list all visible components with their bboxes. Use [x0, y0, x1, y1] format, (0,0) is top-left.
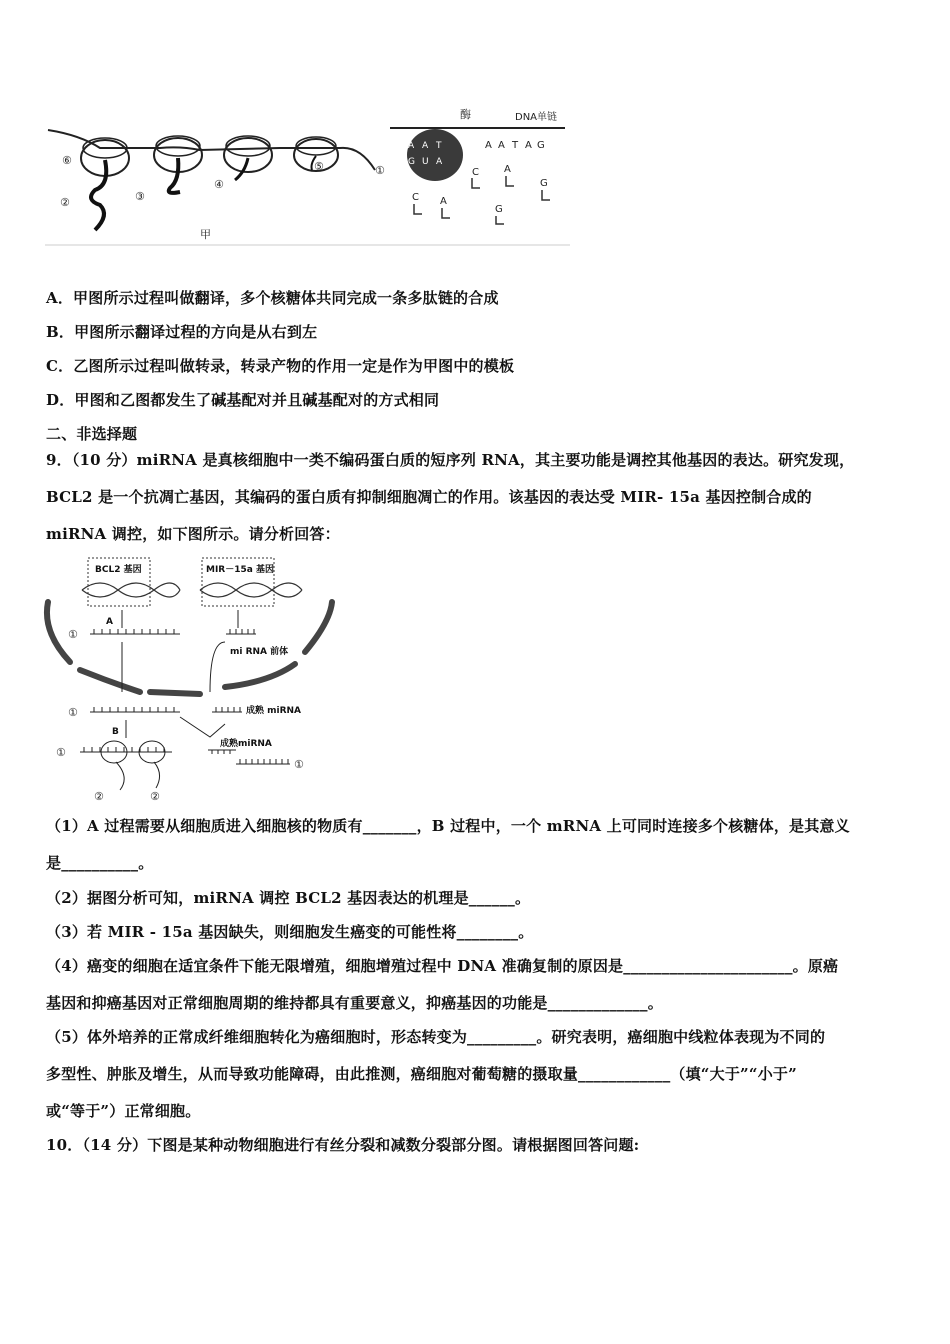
sub-q1-line-2: 是__________。 — [46, 854, 154, 872]
option-b: B．甲图所示翻译过程的方向是从右到左 — [46, 323, 318, 341]
marker-3: ③ — [135, 190, 145, 203]
svg-text:A: A — [408, 141, 415, 151]
sub-q3: （3）若 MIR - 15a 基因缺失，则细胞发生癌变的可能性将________。 — [46, 923, 534, 941]
svg-text:G: G — [408, 157, 415, 167]
ribosome-3 — [224, 136, 272, 172]
sub-q1-line-1: （1）A 过程需要从细胞质进入细胞核的物质有_______，B 过程中，一个 mRNA 上可同时连接多个核糖体，是其意义 — [46, 817, 850, 835]
bcl2-gene-label: BCL2 基因 — [95, 565, 142, 575]
dna-base-row — [485, 140, 545, 151]
mature-mirna-label-2: 成熟miRNA — [220, 739, 272, 749]
svg-text:A: A — [440, 196, 447, 207]
sub-q2: （2）据图分析可知，miRNA 调控 BCL2 基因表达的机理是______。 — [46, 889, 531, 907]
mir15a-gene-label: MIR－15a 基因 — [206, 565, 274, 575]
peptide-chain-2 — [169, 158, 180, 193]
svg-text:A: A — [504, 164, 511, 175]
svg-text:T: T — [512, 140, 519, 151]
sub-q5-line-1: （5）体外培养的正常成纤维细胞转化为癌细胞时，形态转变为_________。研究表明，癌细胞中线粒体表现为不同的 — [46, 1028, 826, 1046]
svg-text:G: G — [537, 140, 545, 151]
option-a: A．甲图所示过程叫做翻译，多个核糖体共同完成一条多肽链的合成 — [46, 289, 499, 307]
marker-1b: ① — [68, 706, 78, 719]
marker-1d: ① — [294, 758, 304, 771]
sub-q5-line-2: 多型性、肿胀及增生，从而导致功能障碍，由此推测，癌细胞对葡萄糖的摄取量____________（填“大于”“小于” — [46, 1065, 797, 1083]
sub-q4-line-1: （4）癌变的细胞在适宜条件下能无限增殖，细胞增殖过程中 DNA 准确复制的原因是______________________。原癌 — [46, 957, 839, 975]
peptide-chain-3 — [235, 158, 248, 180]
option-c: C．乙图所示过程叫做转录，转录产物的作用一定是作为甲图中的模板 — [46, 357, 515, 375]
sub-q4-line-2: 基因和抑癌基因对正常细胞周期的维持都具有重要意义，抑癌基因的功能是_____________。 — [46, 994, 663, 1012]
q9-line-1: 9．（10 分）miRNA 是真核细胞中一类不编码蛋白质的短序列 RNA，其主要功能是调控其他基因的表达。研究发现， — [46, 451, 855, 469]
svg-text:U: U — [422, 157, 429, 167]
svg-text:A: A — [422, 141, 429, 151]
figure-translation-transcription — [40, 100, 580, 250]
label-jia: 甲 — [200, 228, 211, 241]
marker-2b: ② — [150, 790, 160, 803]
mature-mirna-label-1: 成熟 miRNA — [246, 706, 302, 716]
svg-text:A: A — [498, 140, 505, 151]
mir-helix — [200, 583, 302, 597]
svg-text:G: G — [495, 204, 503, 215]
section-title: 二、非选择题 — [46, 425, 138, 443]
enzyme-blob — [407, 129, 463, 181]
bcl2-helix — [82, 583, 180, 597]
figure-mirna-regulation — [40, 552, 340, 804]
svg-text:C: C — [472, 167, 479, 178]
svg-text:G: G — [540, 178, 548, 189]
marker-1: ① — [375, 164, 385, 177]
enzyme-label: 酶 — [460, 108, 471, 121]
sub-q5-line-3: 或“等于”）正常细胞。 — [46, 1102, 201, 1120]
svg-text:A: A — [485, 140, 492, 151]
q9-line-2: BCL2 是一个抗凋亡基因，其编码的蛋白质有抑制细胞凋亡的作用。该基因的表达受 MIR- 15a 基因控制合成的 — [46, 488, 812, 506]
q10-text: 10．（14 分）下图是某种动物细胞进行有丝分裂和减数分裂部分图。请根据图回答问题: — [46, 1136, 640, 1154]
marker-1c: ① — [56, 746, 66, 759]
svg-text:T: T — [436, 141, 442, 151]
marker-2: ② — [60, 196, 70, 209]
mrna-strand — [48, 130, 375, 170]
marker-2a: ② — [94, 790, 104, 803]
q9-line-3: miRNA 调控，如下图所示。请分析回答： — [46, 525, 340, 543]
marker-6: ⑥ — [62, 154, 72, 167]
marker-5: ⑤ — [314, 160, 324, 173]
svg-text:C: C — [412, 192, 419, 203]
process-a-label: A — [106, 617, 113, 627]
marker-1a: ① — [68, 628, 78, 641]
precursor-label: mi RNA 前体 — [230, 647, 289, 657]
svg-text:A: A — [525, 140, 532, 151]
peptide-chain-1 — [91, 160, 106, 230]
dna-label: DNA单链 — [515, 112, 558, 123]
marker-4: ④ — [214, 178, 224, 191]
process-b-label: B — [112, 727, 119, 737]
option-d: D．甲图和乙图都发生了碱基配对并且碱基配对的方式相同 — [46, 391, 440, 409]
svg-text:A: A — [436, 157, 443, 167]
